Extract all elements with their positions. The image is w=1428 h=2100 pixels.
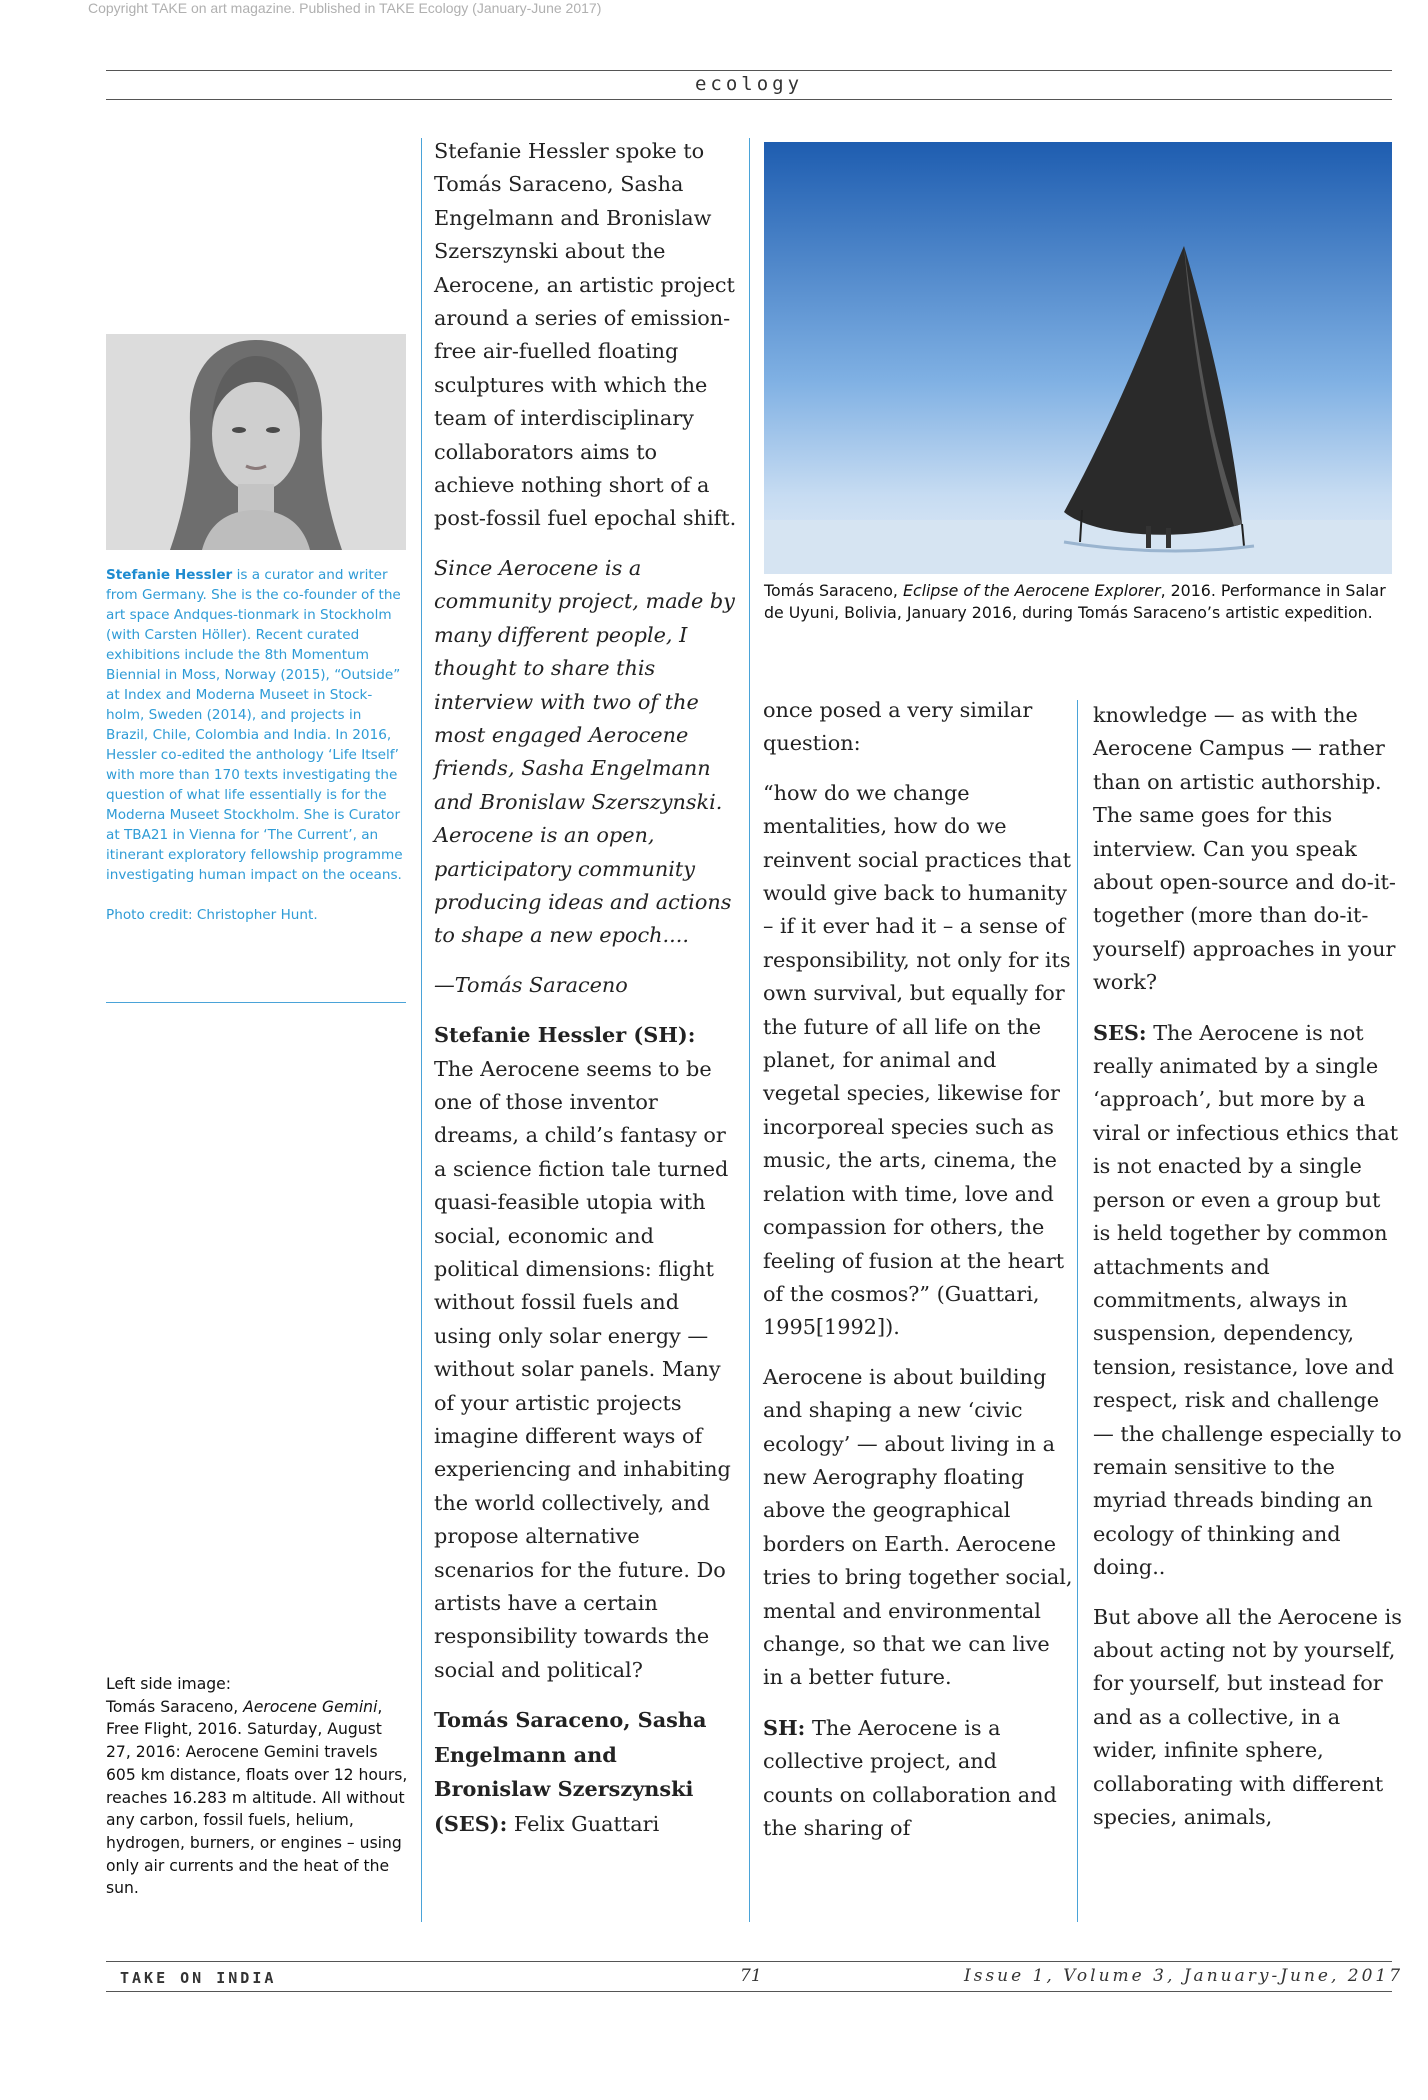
- column-divider: [749, 138, 750, 1922]
- guattari-quote: “how do we change mentalities, how do we reinvent social practices that would give back to humanity – if it ever had it – a sense of responsibility, not only for its own survival, but equally for the future of all life on the planet, for animal and vegetal species, likewise for incorporeal species such as music, the arts, cinema, the relation with time, love and compassion for others, the feeling of fusion at the heart of the cosmos?” (Guattari, 1995[1992]).: [763, 780, 1071, 1340]
- speaker-ses: Tomás Saraceno, Sasha Engelmann and Bronislaw Szerszynski (SES):: [434, 1707, 707, 1836]
- article-column-3: [1093, 699, 1403, 1834]
- artwork-photo: [764, 142, 1392, 574]
- footer-bottom-rule: [106, 1991, 1392, 1992]
- portrait-photo: [106, 334, 406, 550]
- author-bio: [106, 565, 406, 945]
- bio-name: Stefanie Hessler: [106, 567, 233, 583]
- left-image-caption: [106, 1673, 408, 1900]
- photo-caption-title: Eclipse of the Aerocene Explorer: [902, 581, 1161, 600]
- column-divider: [421, 138, 422, 1922]
- issue-info: Issue 1, Volume 3, January-June, 2017: [964, 1966, 1404, 1986]
- epigraph-attribution: —Tomás Saraceno: [434, 972, 628, 997]
- photo-caption-artist: Tomás Saraceno,: [764, 581, 903, 600]
- caption-label: Left side image:: [106, 1675, 232, 1693]
- bio-divider: [106, 1002, 406, 1003]
- photo-caption: [764, 580, 1394, 623]
- bio-text: is a curator and writer from Germany. She is the co-founder of the art space Andques-tionmark in Stockholm (with Carsten Höller). Recent curated exhibitions include the 8th Momentum Biennial in Moss, Norway (2015), “Outside” at Index and Moderna Museet in Stock-holm, Sweden (2014), and projects in Brazil, Chile, Colombia and India. In 2016, Hessler co-edited the anthology ‘Life Itself’ with more than 170 texts investigating the question of what life essentially is for the Moderna Museet Stockholm. She is Curator at TBA21 in Vienna for ‘The Current’, an itinerant exploratory fellowship programme investigating human impact on the oceans.: [106, 567, 403, 883]
- section-title: ecology: [694, 73, 804, 95]
- column-divider: [1077, 700, 1078, 1922]
- article-column-2: [763, 694, 1073, 1845]
- sh-question: The Aerocene seems to be one of those inventor dreams, a child’s fantasy or a science fiction tale turned quasi-feasible utopia with social, economic and political dimensions: flight without fossil fuels and using only solar energy — without solar panels. Many of your artistic projects imagine different ways of experiencing and inhabiting the world collectively, and propose alternative scenarios for the future. Do artists have a certain responsibility towards the social and political?: [434, 1056, 731, 1682]
- paragraph: Aerocene is about building and shaping a new ‘civic ecology’ — about living in a new Aerography floating above the geographical borders on Earth. Aerocene tries to bring together social, mental and environmental change, so that we can live in a better future.: [763, 1364, 1073, 1690]
- ses-answer-start: Felix Guattari: [507, 1811, 660, 1836]
- page-number: 71: [740, 1966, 762, 1986]
- speaker-ses: SES:: [1093, 1019, 1147, 1045]
- caption-artist: Tomás Saraceno,: [106, 1697, 244, 1716]
- header-bottom-rule: [106, 99, 1392, 100]
- copyright-notice: Copyright TAKE on art magazine. Published in TAKE Ecology (January-June 2017): [88, 0, 602, 16]
- sh-question: The Aerocene is a collective project, and counts on collaboration and the sharing of: [763, 1715, 1057, 1840]
- epigraph-quote: Since Aerocene is a community project, made by many different people, I thought to share this interview with two of the most engaged Aerocene friends, Sasha Engelmann and Bronislaw Szerszynski. Aerocene is an open, participatory community producing ideas and actions to shape a new epoch....: [434, 555, 735, 948]
- paragraph: once posed a very similar question:: [763, 698, 1033, 756]
- footer-top-rule: [106, 1961, 1392, 1962]
- speaker-sh: Stefanie Hessler (SH):: [434, 1022, 696, 1048]
- paragraph: But above all the Aerocene is about acting not by yourself, for yourself, but instead for and as a collective, in a wider, infinite sphere, collaborating with different species, animals,: [1093, 1604, 1402, 1829]
- article-column-1: [434, 135, 740, 1841]
- caption-details: , Free Flight, 2016. Saturday, August 27, 2016: Aerocene Gemini travels 605 km distance, floats over 12 hours, reaches 16.283 m altitude. All without any carbon, fossil fuels, helium, hydrogen, burners, or engines – using only air currents and the heat of the sun.: [106, 1697, 408, 1898]
- caption-title: Aerocene Gemini: [243, 1697, 378, 1716]
- paragraph: knowledge — as with the Aerocene Campus — rather than on artistic authorship. The same goes for this interview. Can you speak about open-source and do-it-together (more than do-it-yourself) approaches in your work?: [1093, 703, 1396, 995]
- magazine-name: TAKE ON INDIA: [120, 1969, 277, 1987]
- aerocene-sculpture-illustration: [764, 142, 1392, 574]
- photo-credit: Photo credit: Christopher Hunt.: [106, 907, 318, 923]
- photo-caption-details: , 2016. Performance in Salar de Uyuni, Bolivia, January 2016, during Tomás Saraceno’s artistic expedition.: [764, 581, 1386, 622]
- speaker-sh: SH:: [763, 1714, 806, 1740]
- portrait-illustration: [106, 334, 406, 550]
- header-top-rule: [106, 70, 1392, 71]
- intro-paragraph: Stefanie Hessler spoke to Tomás Saraceno, Sasha Engelmann and Bronislaw Szerszynski about the Aerocene, an artistic project around a series of emission-free air-fuelled floating sculptures with which the team of interdisciplinary collaborators aims to achieve nothing short of a post-fossil fuel epochal shift.: [434, 139, 737, 531]
- ses-answer: The Aerocene is not really animated by a single ‘approach’, but more by a viral or infectious ethics that is not enacted by a single person or even a group but is held together by common attachments and commitments, always in suspension, dependency, tension, resistance, love and respect, risk and challenge — the challenge especially to remain sensitive to the myriad threads binding an ecology of thinking and doing..: [1093, 1020, 1402, 1580]
